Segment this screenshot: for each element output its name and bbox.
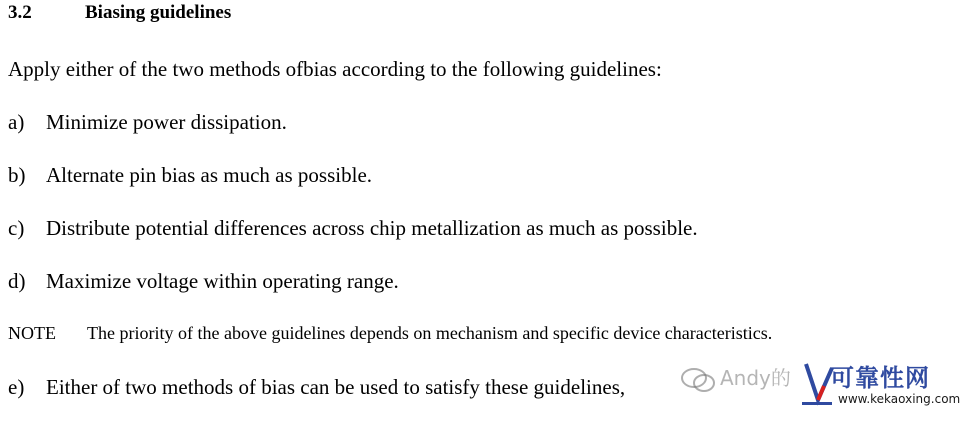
section-number: 3.2	[8, 2, 32, 23]
list-item-text: Maximize voltage within operating range.	[46, 269, 399, 293]
list-marker: d)	[8, 269, 26, 293]
watermark-author: Andy的	[720, 366, 791, 390]
list-item	[8, 215, 698, 241]
list-item-text: Alternate pin bias as much as possible.	[46, 163, 373, 187]
list-item	[8, 109, 287, 135]
watermark-site-url: www.kekaoxing.com	[838, 392, 960, 406]
list-item-text: Minimize power dissipation.	[46, 110, 287, 134]
list-marker: b)	[8, 163, 26, 187]
list-item	[8, 268, 399, 294]
list-item	[8, 374, 625, 400]
list-item	[8, 162, 372, 188]
watermark-site-name: 可靠性网	[830, 364, 930, 392]
section-heading	[8, 2, 231, 24]
list-marker: c)	[8, 216, 25, 240]
list-marker: a)	[8, 110, 25, 134]
note-text: The priority of the above guidelines depends on mechanism and specific device characteristics.	[87, 323, 773, 343]
note-paragraph	[8, 321, 772, 345]
intro-paragraph: Apply either of the two methods ofbias according to the following guidelines:	[8, 57, 662, 81]
list-item-text: Either of two methods of bias can be used to satisfy these guidelines,	[46, 375, 626, 399]
site-watermark	[680, 358, 960, 418]
wechat-bubble-icon	[680, 366, 716, 394]
list-item-text: Distribute potential differences across chip metallization as much as possible.	[46, 216, 698, 240]
section-title: Biasing guidelines	[85, 2, 232, 23]
note-label: NOTE	[8, 323, 56, 343]
list-marker: e)	[8, 375, 25, 399]
